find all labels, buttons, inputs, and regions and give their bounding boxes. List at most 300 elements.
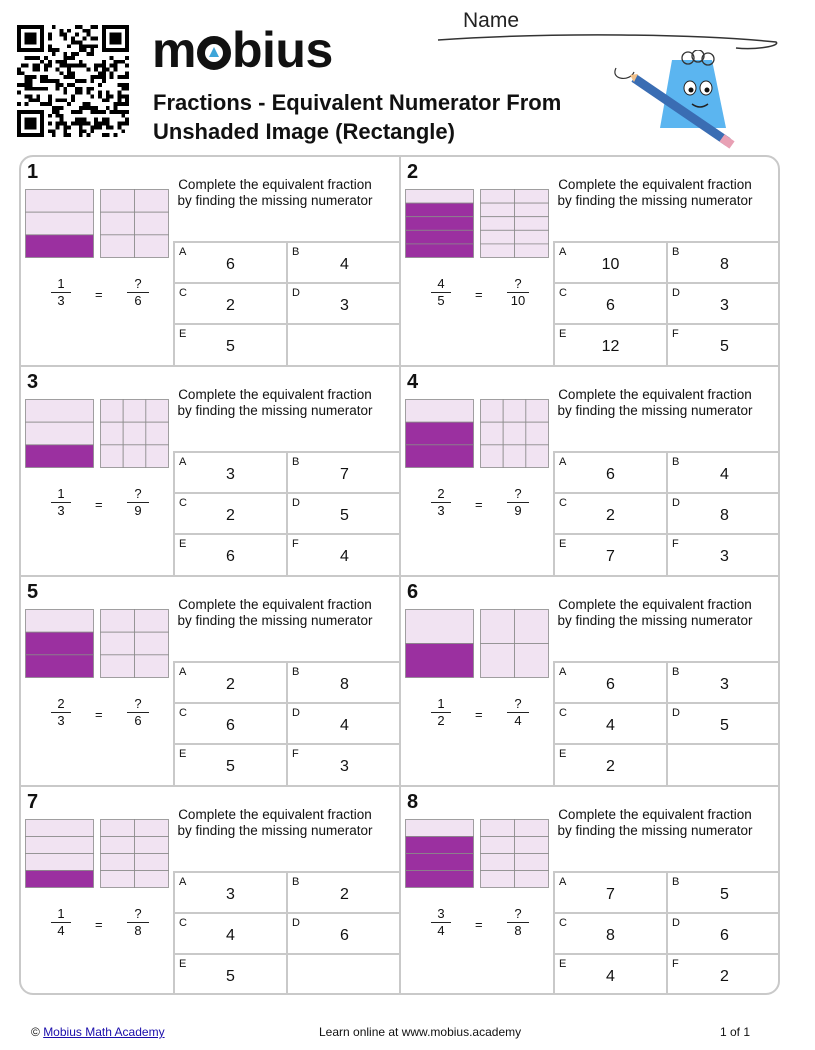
qr-finder — [25, 33, 37, 45]
qr-module — [125, 71, 129, 75]
answer-option-d[interactable] — [286, 912, 401, 953]
answer-option-f[interactable] — [666, 953, 780, 995]
option-value: 5 — [720, 338, 729, 355]
option-value: 6 — [606, 466, 615, 483]
shaded-part — [406, 445, 474, 468]
qr-module — [79, 44, 83, 48]
qr-module — [59, 60, 63, 64]
target-denominator: 8 — [134, 923, 142, 938]
qr-module — [56, 114, 60, 118]
qr-module — [75, 25, 79, 29]
fraction-bars — [405, 399, 555, 471]
qr-module — [87, 52, 91, 56]
qr-module — [83, 79, 87, 83]
option-value: 2 — [720, 968, 729, 985]
option-letter: A — [179, 666, 187, 678]
qr-module — [90, 125, 94, 129]
option-letter: A — [559, 246, 567, 258]
qr-module — [32, 56, 36, 60]
qr-module — [71, 75, 75, 79]
answer-option-a[interactable] — [173, 661, 286, 702]
qr-module — [63, 37, 67, 41]
qr-module — [87, 29, 91, 33]
shaded-part — [406, 854, 474, 871]
option-value: 3 — [340, 758, 349, 775]
target-part — [481, 445, 504, 468]
qr-module — [90, 79, 94, 83]
qr-module — [56, 98, 60, 102]
answer-option-c[interactable] — [553, 702, 666, 743]
qr-module — [117, 83, 121, 87]
qr-module — [44, 56, 48, 60]
option-letter: A — [179, 876, 187, 888]
qr-module — [106, 95, 110, 99]
qr-module — [21, 71, 25, 75]
shaded-part — [406, 644, 474, 678]
qr-module — [90, 52, 94, 56]
qr-module — [83, 118, 87, 122]
answer-option-b[interactable] — [286, 661, 401, 702]
qr-module — [59, 83, 63, 87]
given-fraction — [431, 487, 451, 518]
qr-module — [114, 110, 118, 114]
option-value: 3 — [340, 297, 349, 314]
fraction-bars — [405, 609, 555, 681]
shaded-part — [26, 632, 94, 655]
worksheet-title — [153, 88, 561, 146]
qr-module — [21, 83, 25, 87]
qr-module — [56, 122, 60, 126]
qr-module — [48, 98, 52, 102]
answer-option-c[interactable] — [173, 912, 286, 953]
missing-numerator: ? — [507, 907, 529, 923]
missing-numerator: ? — [127, 697, 149, 713]
qr-module — [79, 25, 83, 29]
qr-module — [87, 44, 91, 48]
qr-module — [121, 110, 125, 114]
equals-sign: = — [475, 707, 483, 722]
qr-module — [59, 118, 63, 122]
unshaded-part — [26, 610, 94, 633]
option-value: 7 — [606, 548, 615, 565]
fraction-bars — [25, 189, 175, 261]
qr-module — [25, 87, 29, 91]
qr-module — [117, 98, 121, 102]
qr-module — [106, 118, 110, 122]
answer-option-d[interactable] — [286, 282, 401, 323]
answer-option-a[interactable] — [173, 241, 286, 282]
qr-module — [83, 106, 87, 110]
qr-module — [98, 125, 102, 129]
answer-option-empty — [286, 953, 401, 995]
answer-option-e[interactable] — [173, 743, 286, 787]
target-fraction — [507, 697, 529, 728]
qr-module — [32, 87, 36, 91]
answer-option-d[interactable] — [666, 492, 780, 533]
qr-module — [44, 67, 48, 71]
qr-module — [36, 67, 40, 71]
qr-module — [79, 40, 83, 44]
qr-module — [67, 125, 71, 129]
qr-module — [125, 75, 129, 79]
qr-module — [121, 114, 125, 118]
qr-module — [87, 91, 91, 95]
qr-module — [63, 60, 67, 64]
option-letter: B — [292, 246, 300, 258]
problem-4 — [401, 367, 780, 577]
fraction-bars — [25, 399, 175, 471]
title-line-2: Unshaded Image (Rectangle) — [153, 119, 455, 144]
qr-module — [56, 106, 60, 110]
option-value: 8 — [606, 927, 615, 944]
qr-module — [75, 118, 79, 122]
option-letter: D — [672, 287, 680, 299]
answer-option-b[interactable] — [666, 661, 780, 702]
given-denominator: 3 — [57, 293, 65, 308]
qr-module — [29, 56, 33, 60]
option-value: 4 — [340, 717, 349, 734]
unshaded-part — [26, 820, 94, 837]
answer-option-e[interactable] — [173, 953, 286, 995]
qr-module — [125, 102, 129, 106]
given-denominator: 3 — [57, 503, 65, 518]
qr-module — [29, 75, 33, 79]
qr-module — [71, 83, 75, 87]
target-part — [101, 422, 124, 445]
answer-option-f[interactable] — [286, 533, 401, 577]
problem-number: 8 — [407, 791, 419, 813]
option-letter: A — [559, 666, 567, 678]
target-part — [135, 837, 169, 854]
answer-options — [173, 871, 401, 995]
answer-option-e[interactable] — [553, 953, 666, 995]
option-letter: B — [672, 666, 680, 678]
qr-module — [40, 102, 44, 106]
qr-module — [63, 87, 67, 91]
qr-module — [114, 106, 118, 110]
qr-module — [29, 83, 33, 87]
target-part — [101, 837, 135, 854]
qr-module — [94, 118, 98, 122]
answer-option-d[interactable] — [666, 912, 780, 953]
answer-option-d[interactable] — [286, 492, 401, 533]
qr-module — [102, 122, 106, 126]
option-value: 4 — [720, 466, 729, 483]
instruction-text: Complete the equivalent fraction by finding the missing numerator — [177, 177, 373, 208]
answer-option-d[interactable] — [666, 282, 780, 323]
problem-number: 5 — [27, 581, 39, 603]
qr-module — [32, 64, 36, 68]
qr-module — [71, 110, 75, 114]
qr-module — [75, 79, 79, 83]
qr-module — [71, 71, 75, 75]
qr-module — [114, 102, 118, 106]
qr-module — [106, 122, 110, 126]
answer-option-e[interactable] — [553, 743, 666, 787]
answer-option-a[interactable] — [553, 451, 666, 492]
answer-option-f[interactable] — [286, 743, 401, 787]
qr-module — [75, 52, 79, 56]
problem-number: 2 — [407, 161, 419, 183]
qr-module — [106, 106, 110, 110]
qr-module — [71, 52, 75, 56]
qr-module — [102, 71, 106, 75]
answer-option-e[interactable] — [173, 533, 286, 577]
shaded-part — [406, 230, 474, 244]
qr-module — [117, 75, 121, 79]
answer-option-d[interactable] — [666, 702, 780, 743]
given-numerator: 1 — [51, 487, 71, 503]
qr-module — [98, 110, 102, 114]
target-part — [135, 212, 169, 235]
option-letter: E — [559, 328, 567, 340]
qr-module — [94, 37, 98, 41]
qr-module — [75, 64, 79, 68]
qr-module — [110, 56, 114, 60]
qr-module — [121, 83, 125, 87]
qr-module — [25, 56, 29, 60]
target-part — [481, 837, 515, 854]
qr-module — [56, 110, 60, 114]
instruction-text: Complete the equivalent fraction by finding the missing numerator — [557, 177, 753, 208]
option-letter: A — [559, 456, 567, 468]
qr-module — [90, 44, 94, 48]
target-fraction — [127, 697, 149, 728]
shaded-part — [26, 445, 94, 468]
target-denominator: 9 — [134, 503, 142, 518]
equals-sign: = — [95, 497, 103, 512]
mobius-academy-link[interactable]: Mobius Math Academy — [43, 1025, 165, 1039]
option-value: 4 — [606, 968, 615, 985]
option-value: 12 — [601, 338, 620, 355]
answer-option-c[interactable] — [173, 702, 286, 743]
option-value: 6 — [226, 717, 235, 734]
shaded-part — [26, 871, 94, 888]
missing-numerator: ? — [127, 487, 149, 503]
answer-option-empty — [666, 743, 780, 787]
target-part — [135, 610, 169, 633]
target-denominator: 10 — [510, 293, 526, 308]
qr-module — [79, 106, 83, 110]
answer-option-b[interactable] — [286, 451, 401, 492]
qr-module — [79, 79, 83, 83]
target-part — [135, 235, 169, 258]
problem-number: 4 — [407, 371, 419, 393]
option-value: 2 — [226, 507, 235, 524]
target-part — [481, 203, 515, 217]
qr-module — [71, 95, 75, 99]
qr-module — [102, 64, 106, 68]
target-part — [526, 445, 549, 468]
qr-module — [67, 67, 71, 71]
target-part — [481, 190, 515, 204]
option-letter: F — [672, 958, 679, 970]
target-part — [101, 445, 124, 468]
qr-module — [29, 87, 33, 91]
target-part — [481, 854, 515, 871]
qr-module — [125, 118, 129, 122]
qr-module — [52, 25, 56, 29]
mascot-pencil-icon — [610, 50, 750, 150]
given-numerator: 2 — [431, 487, 451, 503]
qr-module — [98, 83, 102, 87]
answer-option-a[interactable] — [173, 451, 286, 492]
qr-module — [40, 87, 44, 91]
unshaded-part — [26, 212, 94, 235]
option-letter: E — [559, 538, 567, 550]
answer-option-c[interactable] — [553, 282, 666, 323]
given-numerator: 3 — [431, 907, 451, 923]
qr-module — [63, 64, 67, 68]
answer-option-b[interactable] — [666, 871, 780, 912]
answer-option-b[interactable] — [666, 451, 780, 492]
problems-grid — [19, 155, 780, 995]
answer-option-b[interactable] — [286, 871, 401, 912]
option-value: 5 — [226, 968, 235, 985]
shaded-part — [406, 217, 474, 231]
qr-module — [117, 95, 121, 99]
target-part — [526, 422, 549, 445]
qr-module — [25, 102, 29, 106]
option-value: 3 — [720, 548, 729, 565]
shaded-part — [406, 203, 474, 217]
missing-numerator: ? — [507, 487, 529, 503]
qr-module — [29, 95, 33, 99]
answer-option-f[interactable] — [666, 323, 780, 367]
qr-module — [59, 33, 63, 37]
qr-module — [106, 67, 110, 71]
answer-option-e[interactable] — [553, 323, 666, 367]
answer-option-c[interactable] — [173, 282, 286, 323]
qr-module — [52, 129, 56, 133]
qr-module — [32, 98, 36, 102]
equals-sign: = — [475, 287, 483, 302]
qr-module — [17, 67, 21, 71]
qr-module — [52, 52, 56, 56]
given-numerator: 2 — [51, 697, 71, 713]
answer-option-b[interactable] — [666, 241, 780, 282]
qr-module — [90, 75, 94, 79]
qr-module — [59, 98, 63, 102]
target-part — [101, 871, 135, 888]
given-fraction — [51, 907, 71, 938]
answer-option-a[interactable] — [553, 241, 666, 282]
qr-module — [52, 110, 56, 114]
answer-option-c[interactable] — [173, 492, 286, 533]
qr-module — [67, 71, 71, 75]
qr-module — [106, 98, 110, 102]
answer-option-a[interactable] — [553, 661, 666, 702]
instruction-text: Complete the equivalent fraction by finding the missing numerator — [557, 807, 753, 838]
given-denominator: 4 — [57, 923, 65, 938]
qr-module — [36, 95, 40, 99]
target-fraction — [127, 907, 149, 938]
qr-module — [94, 64, 98, 68]
option-value: 4 — [340, 548, 349, 565]
option-letter: C — [179, 287, 187, 299]
qr-module — [87, 106, 91, 110]
qr-module — [71, 56, 75, 60]
qr-module — [67, 83, 71, 87]
answer-option-e[interactable] — [553, 533, 666, 577]
qr-module — [79, 91, 83, 95]
qr-module — [63, 125, 67, 129]
qr-module — [90, 106, 94, 110]
footer-copyright — [31, 1025, 165, 1039]
option-value: 2 — [226, 297, 235, 314]
qr-module — [125, 56, 129, 60]
option-letter: F — [292, 538, 299, 550]
qr-module — [121, 95, 125, 99]
qr-module — [75, 40, 79, 44]
problem-2 — [401, 157, 780, 367]
problem-6 — [401, 577, 780, 787]
target-denominator: 9 — [514, 503, 522, 518]
unshaded-part — [26, 837, 94, 854]
qr-module — [98, 122, 102, 126]
answer-option-a[interactable] — [553, 871, 666, 912]
option-letter: B — [672, 246, 680, 258]
qr-module — [102, 110, 106, 114]
target-denominator: 8 — [514, 923, 522, 938]
qr-module — [44, 75, 48, 79]
qr-module — [83, 102, 87, 106]
option-value: 7 — [340, 466, 349, 483]
answer-option-c[interactable] — [553, 492, 666, 533]
problem-number: 1 — [27, 161, 39, 183]
answer-option-f[interactable] — [666, 533, 780, 577]
qr-module — [87, 102, 91, 106]
option-letter: A — [559, 876, 567, 888]
fraction-bars — [25, 609, 175, 681]
target-part — [135, 655, 169, 678]
unshaded-part — [406, 610, 474, 644]
qr-module — [83, 29, 87, 33]
qr-module — [63, 129, 67, 133]
option-letter: C — [559, 707, 567, 719]
qr-module — [87, 87, 91, 91]
qr-module — [79, 60, 83, 64]
qr-module — [79, 122, 83, 126]
missing-numerator: ? — [127, 277, 149, 293]
qr-module — [67, 56, 71, 60]
qr-module — [117, 102, 121, 106]
answer-option-c[interactable] — [553, 912, 666, 953]
target-part — [123, 422, 146, 445]
qr-module — [25, 79, 29, 83]
answer-option-d[interactable] — [286, 702, 401, 743]
answer-option-e[interactable] — [173, 323, 286, 367]
qr-module — [117, 110, 121, 114]
qr-module — [48, 129, 52, 133]
qr-module — [36, 98, 40, 102]
fraction-bars — [405, 189, 555, 261]
qr-module — [121, 60, 125, 64]
qr-module — [75, 122, 79, 126]
option-value: 10 — [601, 256, 620, 273]
qr-code — [17, 25, 129, 137]
option-value: 6 — [226, 548, 235, 565]
target-fraction — [507, 277, 529, 308]
option-value: 6 — [606, 297, 615, 314]
target-part — [135, 871, 169, 888]
qr-module — [48, 95, 52, 99]
target-part — [503, 400, 526, 423]
answer-option-b[interactable] — [286, 241, 401, 282]
shaded-part — [406, 244, 474, 258]
answer-option-a[interactable] — [173, 871, 286, 912]
target-part — [123, 400, 146, 423]
